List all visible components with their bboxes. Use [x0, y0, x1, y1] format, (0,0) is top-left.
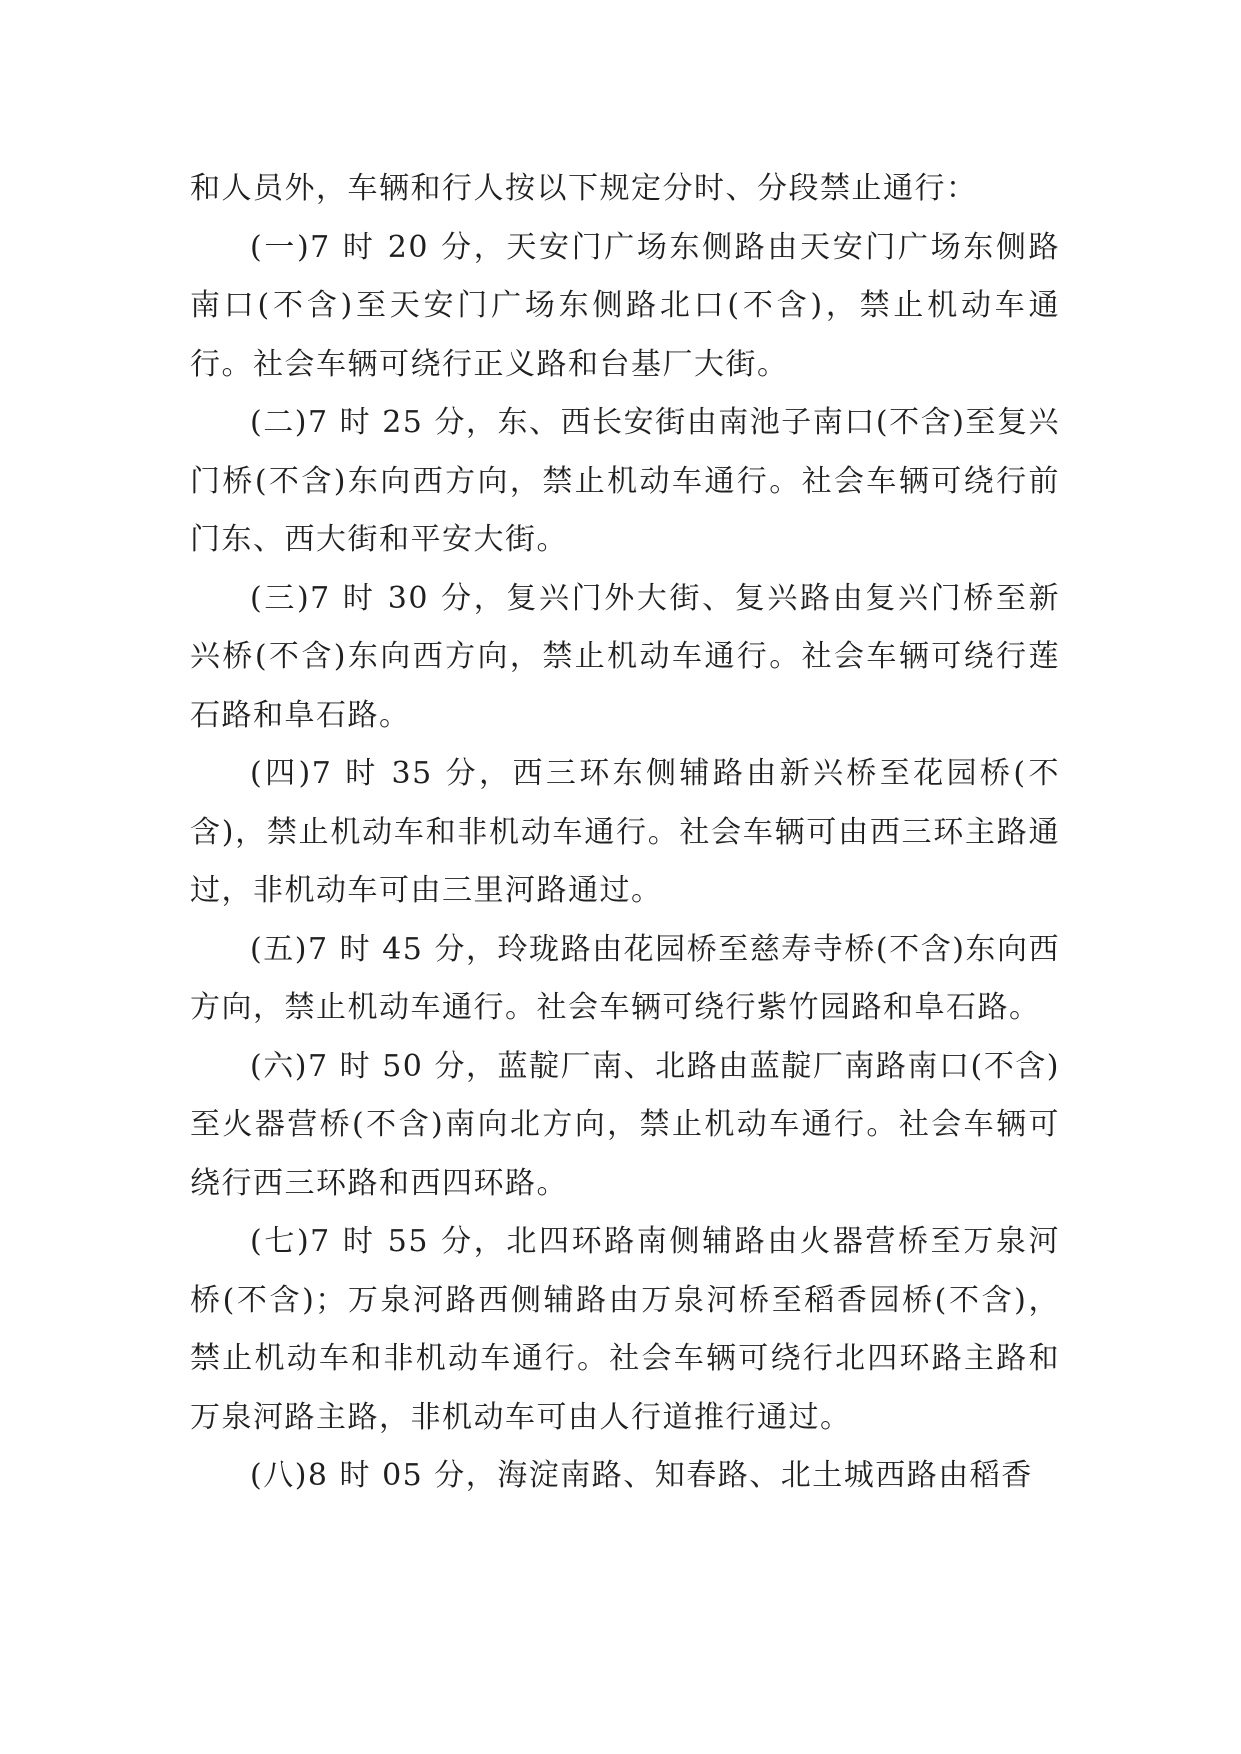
document-page [190, 160, 1060, 1506]
paragraph-item-2: (二)7 时 25 分，东、西长安街由南池子南口(不含)至复兴门桥(不含)东向西方向，禁止机动车通行。社会车辆可绕行前门东、西大街和平安大街。 [190, 405, 1060, 557]
paragraph-item-6: (六)7 时 50 分，蓝靛厂南、北路由蓝靛厂南路南口(不含)至火器营桥(不含)南向北方向，禁止机动车通行。社会车辆可绕行西三环路和西四环路。 [190, 1048, 1060, 1201]
paragraph-item-1: (一)7 时 20 分，天安门广场东侧路由天安门广场东侧路南口(不含)至天安门广场东侧路北口(不含)，禁止机动车通行。社会车辆可绕行正义路和台基厂大街。 [190, 229, 1060, 382]
paragraph-item-7: (七)7 时 55 分，北四环路南侧辅路由火器营桥至万泉河桥(不含)；万泉河路西侧辅路由万泉河桥至稻香园桥(不含)，禁止机动车和非机动车通行。社会车辆可绕行北四环路主路和万泉河路主路，非机动车可由人行道推行通过。 [190, 1224, 1060, 1435]
paragraph-item-8: (八)8 时 05 分，海淀南路、知春路、北土城西路由稻香 [250, 1458, 1033, 1493]
paragraph-intro: 和人员外，车辆和行人按以下规定分时、分段禁止通行： [190, 171, 978, 206]
paragraph-item-5: (五)7 时 45 分，玲珑路由花园桥至慈寿寺桥(不含)东向西方向，禁止机动车通行。社会车辆可绕行紫竹园路和阜石路。 [190, 931, 1060, 1025]
paragraph-item-3: (三)7 时 30 分，复兴门外大街、复兴路由复兴门桥至新兴桥(不含)东向西方向，禁止机动车通行。社会车辆可绕行莲石路和阜石路。 [190, 580, 1060, 733]
paragraph-item-4: (四)7 时 35 分，西三环东侧辅路由新兴桥至花园桥(不含)，禁止机动车和非机动车通行。社会车辆可由西三环主路通过，非机动车可由三里河路通过。 [190, 756, 1060, 908]
